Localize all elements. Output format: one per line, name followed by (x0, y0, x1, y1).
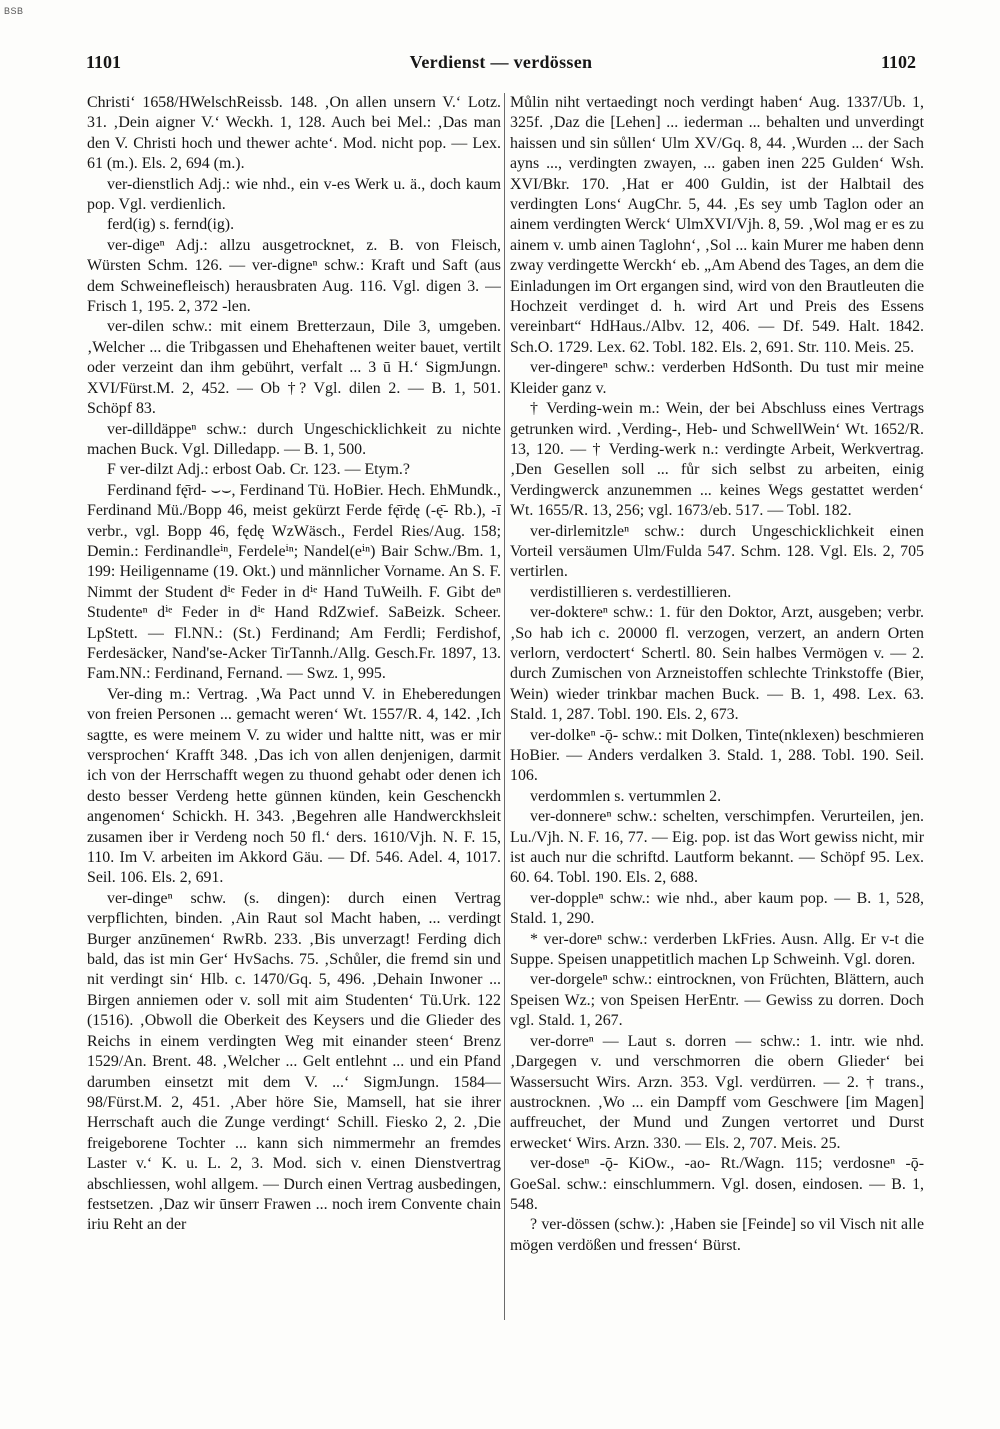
entry-verdosen: ver-doseⁿ -ǭ- KiOw., -ao- Rt./Wagn. 115; verdosneⁿ -ǭ- GoeSal. schw.: einschlummern. Vgl. dosen, eindosen. — B. 1, 548. (510, 1155, 924, 1213)
entry-verdienstlich: ver-dienstlich Adj.: wie nhd., ein v-es Werk u. ä., doch kaum pop. Vgl. verdienlich. (87, 175, 501, 214)
page-number-left: 1101 (86, 52, 122, 72)
entry-verdingen: ver-dingeⁿ schw. (s. dingen): durch einen Vertrag verpflichten, binden. ‚Ain Raut sol Macht haben, ... verdingt Burger anzūnemen‘ RwRb. 233. ‚Bis unverzagt! Ferding dich bald, das ist min Ger‘ HvSachs. 75. ‚Schůler, die fremd sin und nit verdingt sin‘ Hlb. c. 1470/Gq. 5, 496. ‚Dehain Inwoner ... Birgen anniemen oder v. soll mit aim Studenten‘ Tü.Urk. 122 (1516). ‚Obwoll die Oberkeit des Keysers und die Glieder des Reichs in einem verdingten Weg mit einander steen‘ Brenz 1529/An. Brent. 48. ‚Welcher ... Gelt entlehnt ... und ein Pfand darumben einsetzt mit dem V. ...‘ SigmJungn. 1584—98/Fürst.M. 2, 451. ‚Aber höre Sie, Mamsell, hat sie ihrer Herrschaft auch die Zunge verdingt‘ Schill. Fiesko 2, 2. ‚Die freigeborene Tochter ... kann sich nimmermehr an fremdes Laster v.‘ K. u. L. 2, 3. Mod. sich v. einen Dienstvertrag abschliessen, wohl allgem. — Durch einen Vertrag ausbedingen, festsetzen. ‚Daz wir ūnserr Frawen ... noch irem Convente chain iriu Reht an der (87, 889, 501, 1234)
left-column (87, 93, 501, 1343)
page-number-right: 1102 (880, 52, 916, 72)
entry-verdilen: ver-dilen schw.: mit einem Bretterzaun, Dile 3, umgeben. ‚Welcher ... die Tribgassen und Ehehaftenen weiter bauet, vertilt oder verzeint dan ihm gebührt, verfalt ... 3 ū H.‘ SigmJungn. XVI/Fürst.M. 2, 452. — Ob †? Vgl. dilen 2. — B. 1, 501. Schöpf 83. (87, 318, 501, 418)
entry-ferdinand: Ferdinand fę̄rd- ⌣⌣, Ferdinand Tü. HoBier. Hech. EhMundk., Ferdinand Mü./Bopp 46, meist gekürzt Ferde fę̄rdę (-ę̄- Rb.), -ī verbr., vgl. Bopp 46, fędę WzWäsch., Ferdel Ries/Aug. 158; Demin.: Ferdinandleⁱⁿ, Ferdeleⁱⁿ; Nandel(eⁱⁿ) Bair Schw./Bm. 1, 199: Heiligenname (19. Okt.) und männlicher Vorname. An S. F. Nimmt der Student dⁱᵉ Feder in dⁱᵉ Hand TuWeilh. F. Gibt deⁿ Studenteⁿ dⁱᵉ Feder in dⁱᵉ Hand RdZwief. SaBeizk. Scheer. LpStett. — Fl.NN.: (St.) Ferdinand; Am Ferdli; Ferdishof, Ferdesäcker, Nand'se-Acker TirTannh./Allg. Gesch.Fr. 1897, 13. Fam.NN.: Ferdinand, Fernand. — Swz. 1, 995. (87, 481, 501, 683)
entry-verding-wein: † Verding-wein m.: Wein, der bei Abschluss eines Vertrags getrunken wird. ‚Verding-, Heb- und SchwellWein‘ Wt. 1652/R. 13, 120. — † Verding-werk n.: verdingte Arbeit, Werkvertrag. ‚Den Gesellen soll ... fůr sich selbst zu arbeiten, einig Verdingwerck anzunemmen ... keines Wegs gestattet werden‘ Wt. 1655/R. 13, 256; vgl. 1673/eb. 517. — Tobl. 182. (510, 400, 924, 520)
entry-verdirlemitzlen: ver-dirlemitzleⁿ schw.: durch Ungeschicklichkeit einen Vorteil versäumen Ulm/Fulda 547. Schm. 128. Vgl. Els. 2, 705 vertirlen. (510, 522, 924, 581)
entry-continuation: Christi‘ 1658/HWelschReissb. 148. ‚On allen unsern V.‘ Lotz. 31. ‚Dein aigner V.‘ Weckh. 1, 128. Auch bei Mel.: ‚Das man den V. Christi hoch und thewer achte‘. Mod. nicht pop. — Lex. 61 (m.). Els. 2, 694 (m.). (87, 94, 501, 173)
entry-verdonnern: ver-donnereⁿ schw.: schelten, verschimpfen. Verurteilen, jen. Lu./Vjh. N. F. 16, 77. — Eig. pop. ist das Wort gewiss nicht, mir ist auch nur die schriftd. Lautform bekannt. — Schöpf 95. Lex. 60. 64. Tobl. 190. Els. 2, 688. (510, 808, 924, 887)
entry-verdilldaeppen: ver-dilldäppeⁿ schw.: durch Ungeschicklichkeit zu nichte machen Buck. Vgl. Dilledapp. — B. 1, 500. (87, 420, 501, 458)
entry-verdigen: ver-digeⁿ Adj.: allzu ausgetrocknet, z. B. von Fleisch, Würsten Schm. 126. — ver-digneⁿ schw.: Kraft und Saft (aus dem Schweinefleisch) herausbraten Aug. 116. Vgl. digen 3. — Frisch 1, 195. 2, 372 -len. (87, 236, 501, 316)
entry-verdopplen: ver-doppleⁿ schw.: wie nhd., aber kaum pop. — B. 1, 528, Stald. 1, 290. (510, 889, 924, 928)
entry-verdistillieren: verdistillieren s. verdestillieren. (530, 583, 732, 601)
column-divider (504, 93, 505, 1320)
entry-verdommlen: verdommlen s. vertummlen 2. (530, 787, 722, 805)
entry-verdoktern: ver-doktereⁿ schw.: 1. für den Doktor, Arzt, ausgeben; verbr. ‚So hab ich c. 20000 fl. verzogen, verzert, an andern Orten verlorn, verdoctert‘ Schertl. 80. Sein halbes Vermögen v. — 2. durch Zumischen von Arzneistoffen schlechte Trinkstoffe (Bier, Wein) wieder trinkbar machen Buck. — B. 1, 498. Lex. 63. Stald. 1, 287. Tobl. 190. Els. 2, 673. (510, 604, 924, 724)
right-column (510, 93, 924, 1343)
entry-verdolken: ver-dolkeⁿ -ǭ- schw.: mit Dolken, Tinte(nklexen) beschmieren HoBier. — Anders verdalken 3. Stald. 1, 288. Tobl. 190. Seil. 106. (510, 726, 924, 785)
header-title: Verdienst — verdössen (409, 52, 593, 72)
entry-verdingen-continued: Můlin niht vertaedingt noch verdingt haben‘ Aug. 1337/Ub. 1, 325f. ‚Daz die [Lehen] ... iederman ... behalten und unverdingt haissen und sin sůllen‘ Ulm XV/Gq. 8, 44. ‚Wurden ... der Sach ayns ..., verdingten zwayen, ... gaben inen 225 Gulden‘ Wsh. XVI/Bkr. 170. ‚Hat er 400 Guldin, ist der Halbtail des verdingten Lons‘ AugChr. 5, 44. ‚Es sey umb Taglon oder an ainem verdingten Werck‘ UlmXVI/Vjh. 8, 59. ‚Wol mag er es zu ainem v. umb ainen Taglohn‘, ‚Sol ... kain Murer me haben denn zway verdingette Werckh‘ eb. „Am Abend des Tages, an dem die Einladungen im Ort ergangen sind, wird von den Brautleuten die Hochzeit verdinget d. h. wird Art und Preis des Essens vereinbart“ HdHaus./Albv. 12, 406. — Df. 549. Halt. 1842. Sch.O. 1729. Lex. 62. Tobl. 182. Els. 2, 691. Str. 110. Meis. 25. (510, 94, 924, 356)
entry-verdingeren: ver-dingereⁿ schw.: verderben HdSonth. Du tust mir meine Kleider ganz v. (510, 359, 924, 397)
entry-verdorren: ver-dorreⁿ — Laut s. dorren — schw.: 1. intr. wie nhd. ‚Dargegen v. und verschmorren die obern Glieder‘ bei Wassersucht Wirs. Arzn. 353. Vgl. verdürren. — 2. † trans., austrocknen. ‚Wo ... ein Dampff vom Geschwere [im Magen] auffreuchet, der Mund und Zungen vertorret und Durst erwecket‘ Wirs. Arzn. 330. — Els. 2, 707. Meis. 25. (510, 1032, 924, 1152)
library-stamp: BSB (4, 6, 24, 16)
entry-verdorgelen: ver-dorgeleⁿ schw.: eintrocknen, von Früchten, Blättern, auch Speisen Wz.; von Speisen HerEntr. — Gewiss zu dorren. Doch vgl. Stald. 1, 267. (510, 971, 924, 1030)
entry-verding: Ver-ding m.: Vertrag. ‚Wa Pact unnd V. in Eheberedungen von freien Personen ... gemacht weren‘ Wt. 1557/R. 4, 142. ‚Ich sagtte, es were meinem V. zu wider und haltte nitt, was er mir versprochen‘ Krafft 348. ‚Das ich von allen denjenigen, darmit ich von der Herrschafft wegen zu thuond gehabt oder denen ich desto besser Verdeng hette günnen künden, kein Geschenckh angenomen‘ Schickh. H. 343. ‚Begehren alle Handwerckhsleit zusamen iber ir Verdeng noch 50 fl.‘ ders. 1610/Vjh. N. F. 15, 110. Im V. arbeiten im Akkord Gäu. — Df. 546. Adel. 4, 1017. Seil. 106. Els. 2, 691. (87, 685, 501, 887)
entry-verdoren: * ver-doreⁿ schw.: verderben LkFries. Ausn. Allg. Er v-t die Suppe. Speisen unappetitlich machen Lp Schweinh. Vgl. doren. (510, 930, 924, 969)
entry-ferdig: ferd(ig) s. fernd(ig). (107, 216, 235, 234)
running-header (86, 52, 916, 78)
entry-verdoessen: ? ver-dössen (schw.): ‚Haben sie [Feinde] so vil Visch nit alle mögen verdößen und fressen‘ Bürst. (510, 1216, 924, 1254)
entry-verdilzt: F ver-dilzt Adj.: erbost Oab. Cr. 123. — Etym.? (107, 461, 410, 479)
